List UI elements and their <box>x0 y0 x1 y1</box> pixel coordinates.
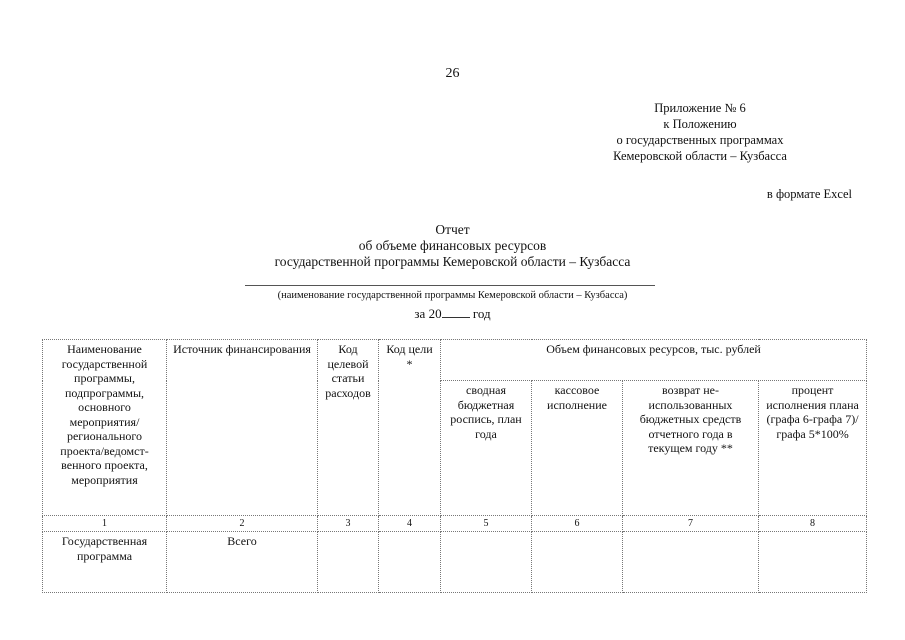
title-line: Отчет <box>435 222 470 237</box>
period-suffix: год <box>472 306 491 321</box>
appendix-line: к Положению <box>663 117 737 131</box>
header-return-unused: возврат не-использованных бюджетных средств отчетного года в текущем году ** <box>623 381 759 516</box>
header-source: Источник финансирования <box>167 340 318 516</box>
finance-report-table <box>42 339 867 593</box>
table-row <box>43 532 867 593</box>
page-number: 26 <box>445 66 460 81</box>
appendix-line: о государственных программах <box>616 133 784 147</box>
row-cell <box>441 532 532 593</box>
header-execution-percent: процент исполнения плана (графа 6-графа 7)/ графа 5*100% <box>759 381 867 516</box>
title-line: об объеме финансовых ресурсов <box>358 238 547 253</box>
row-cell <box>379 532 441 593</box>
period-prefix: за 20 <box>414 306 442 321</box>
header-code-goal: Код цели * <box>379 340 441 516</box>
program-name-caption: (наименование государственной программы Кемеровской области – Кузбасса) <box>277 290 628 301</box>
column-number: 4 <box>379 516 441 532</box>
column-number: 2 <box>167 516 318 532</box>
row-cell <box>532 532 623 593</box>
header-budget-list: сводная бюджетная роспись, план года <box>441 381 532 516</box>
report-period <box>0 305 905 322</box>
column-number-row <box>43 516 867 532</box>
column-number: 7 <box>623 516 759 532</box>
appendix-line: Кемеровской области – Кузбасса <box>613 149 787 163</box>
format-note: в формате Excel <box>766 187 852 201</box>
column-number: 3 <box>318 516 379 532</box>
period-year-blank <box>442 305 470 318</box>
row-cell <box>759 532 867 593</box>
header-code-target-article: Код целевой статьи расходов <box>318 340 379 516</box>
row-name: Государственная программа <box>43 532 167 593</box>
column-number: 6 <box>532 516 623 532</box>
appendix-line: Приложение № 6 <box>654 101 746 115</box>
title-line: государственной программы Кемеровской области – Кузбасса <box>274 254 631 269</box>
column-number: 5 <box>441 516 532 532</box>
column-number: 8 <box>759 516 867 532</box>
report-title <box>0 222 905 270</box>
row-cell <box>623 532 759 593</box>
row-source: Всего <box>167 532 318 593</box>
program-name-line <box>245 285 655 286</box>
header-volume-group: Объем финансовых ресурсов, тыс. рублей <box>441 340 867 381</box>
column-number: 1 <box>43 516 167 532</box>
header-name: Наименование государственной программы, подпрограммы, основного мероприятия/ регионального проекта/ведомст-венного проекта, мероприятия <box>43 340 167 516</box>
header-cash-execution: кассовое исполнение <box>532 381 623 516</box>
row-cell <box>318 532 379 593</box>
appendix-block <box>560 100 840 164</box>
